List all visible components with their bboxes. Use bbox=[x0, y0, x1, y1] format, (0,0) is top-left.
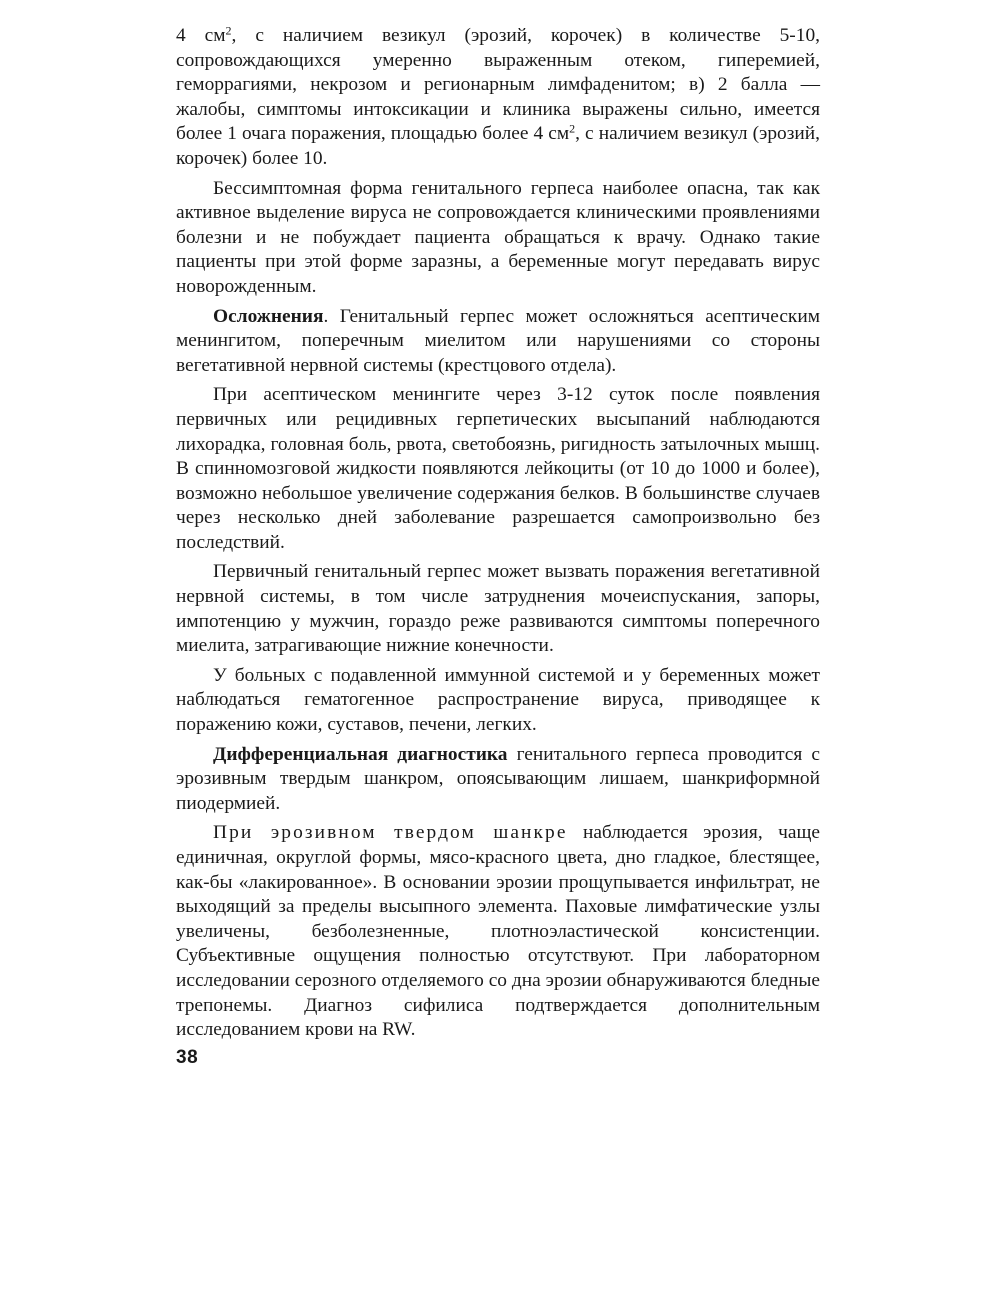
paragraph-text: 4 см bbox=[176, 25, 226, 46]
paragraph-complications bbox=[176, 305, 820, 379]
paragraph-text: , с наличием везикул (эрозий, корочек) в количестве 5-10, сопровождающихся умеренно выраженным отеком, гиперемией, геморрагиями, некрозом и регионарным лимфаденитом; в) 2 балла — жалобы, симптомы интоксикации и клиника выражены сильно, имеется более 1 очага поражения, площадью более 4 см bbox=[176, 25, 820, 145]
page-text bbox=[176, 24, 820, 1043]
paragraph-text: наблюдается эрозия, чаще единичная, округлой формы, мясо-красного цвета, дно гладкое, блестящее, как-бы «лакированное». В основании эрозии прощупывается инфильтрат, не выходящий за пределы высыпного элемента. Паховые лимфатические узлы увеличены, безболезненные, плотноэластической консистенции. Субъективные ощущения полностью отсутствуют. При лабораторном исследовании серозного отделяемого со дна эрозии обнаруживаются бледные трепонемы. Диагноз сифилиса подтверждается дополнительным исследованием крови на RW. bbox=[176, 822, 820, 1041]
paragraph-text: , с наличием везикул (эрозий, корочек) более 10. bbox=[176, 123, 821, 169]
paragraph-immunosuppressed: У больных с подавленной иммунной системой и у беременных может наблюдаться гематогенное распространение вируса, приводящее к поражению кожи, суставов, печени, легких. bbox=[176, 664, 820, 736]
paragraph-aseptic-meningitis: При асептическом менингите через 3-12 суток после появления первичных или рецидивных герпетических высыпаний наблюдаются лихорадка, головная боль, рвота, светобоязнь, ригидность затылочных мышц. В спинномозговой жидкости появляются лейкоциты (от 10 до 1000 и более), возможно небольшое увеличение содержания белков. В большинстве случаев через несколько дней заболевание разрешается самопроизвольно без последствий. bbox=[176, 384, 820, 553]
emphasis-spaced: При эрозивном твердом шанкре bbox=[213, 822, 568, 844]
paragraph-differential-diagnosis bbox=[176, 743, 820, 817]
heading-complications: Осложнения bbox=[213, 305, 324, 327]
paragraph-text: генитального герпеса проводится с эрозивным твердым шанкром, опоясывающим лишаем, шанкриформной пиодермией. bbox=[176, 743, 820, 814]
superscript: 2 bbox=[225, 23, 232, 38]
heading-differential-diagnosis: Дифференциальная диагностика bbox=[213, 743, 508, 765]
paragraph-chancre bbox=[176, 821, 820, 1042]
page-number: 38 bbox=[176, 1047, 199, 1068]
paragraph-nervous-system: Первичный генитальный герпес может вызвать поражения вегетативной нервной системы, в том числе затруднения мочеиспускания, запоры, импотенцию у мужчин, гораздо реже развиваются симптомы поперечного миелита, затрагивающие нижние конечности. bbox=[176, 561, 820, 657]
paragraph-text: . Генитальный герпес может осложняться асептическим менингитом, поперечным миелитом или нарушениями со стороны вегетативной нервной системы (крестцового отдела). bbox=[176, 305, 820, 376]
superscript: 2 bbox=[569, 121, 576, 136]
paragraph-asymptomatic-form: Бессимптомная форма генитального герпеса наиболее опасна, так как активное выделение вируса не сопровождается клиническими проявлениями болезни и не побуждает пациента обращаться к врачу. Однако такие пациенты при этой форме заразны, а беременные могут передавать вирус новорожденным. bbox=[176, 177, 820, 297]
paragraph-severity-criteria bbox=[176, 24, 820, 172]
